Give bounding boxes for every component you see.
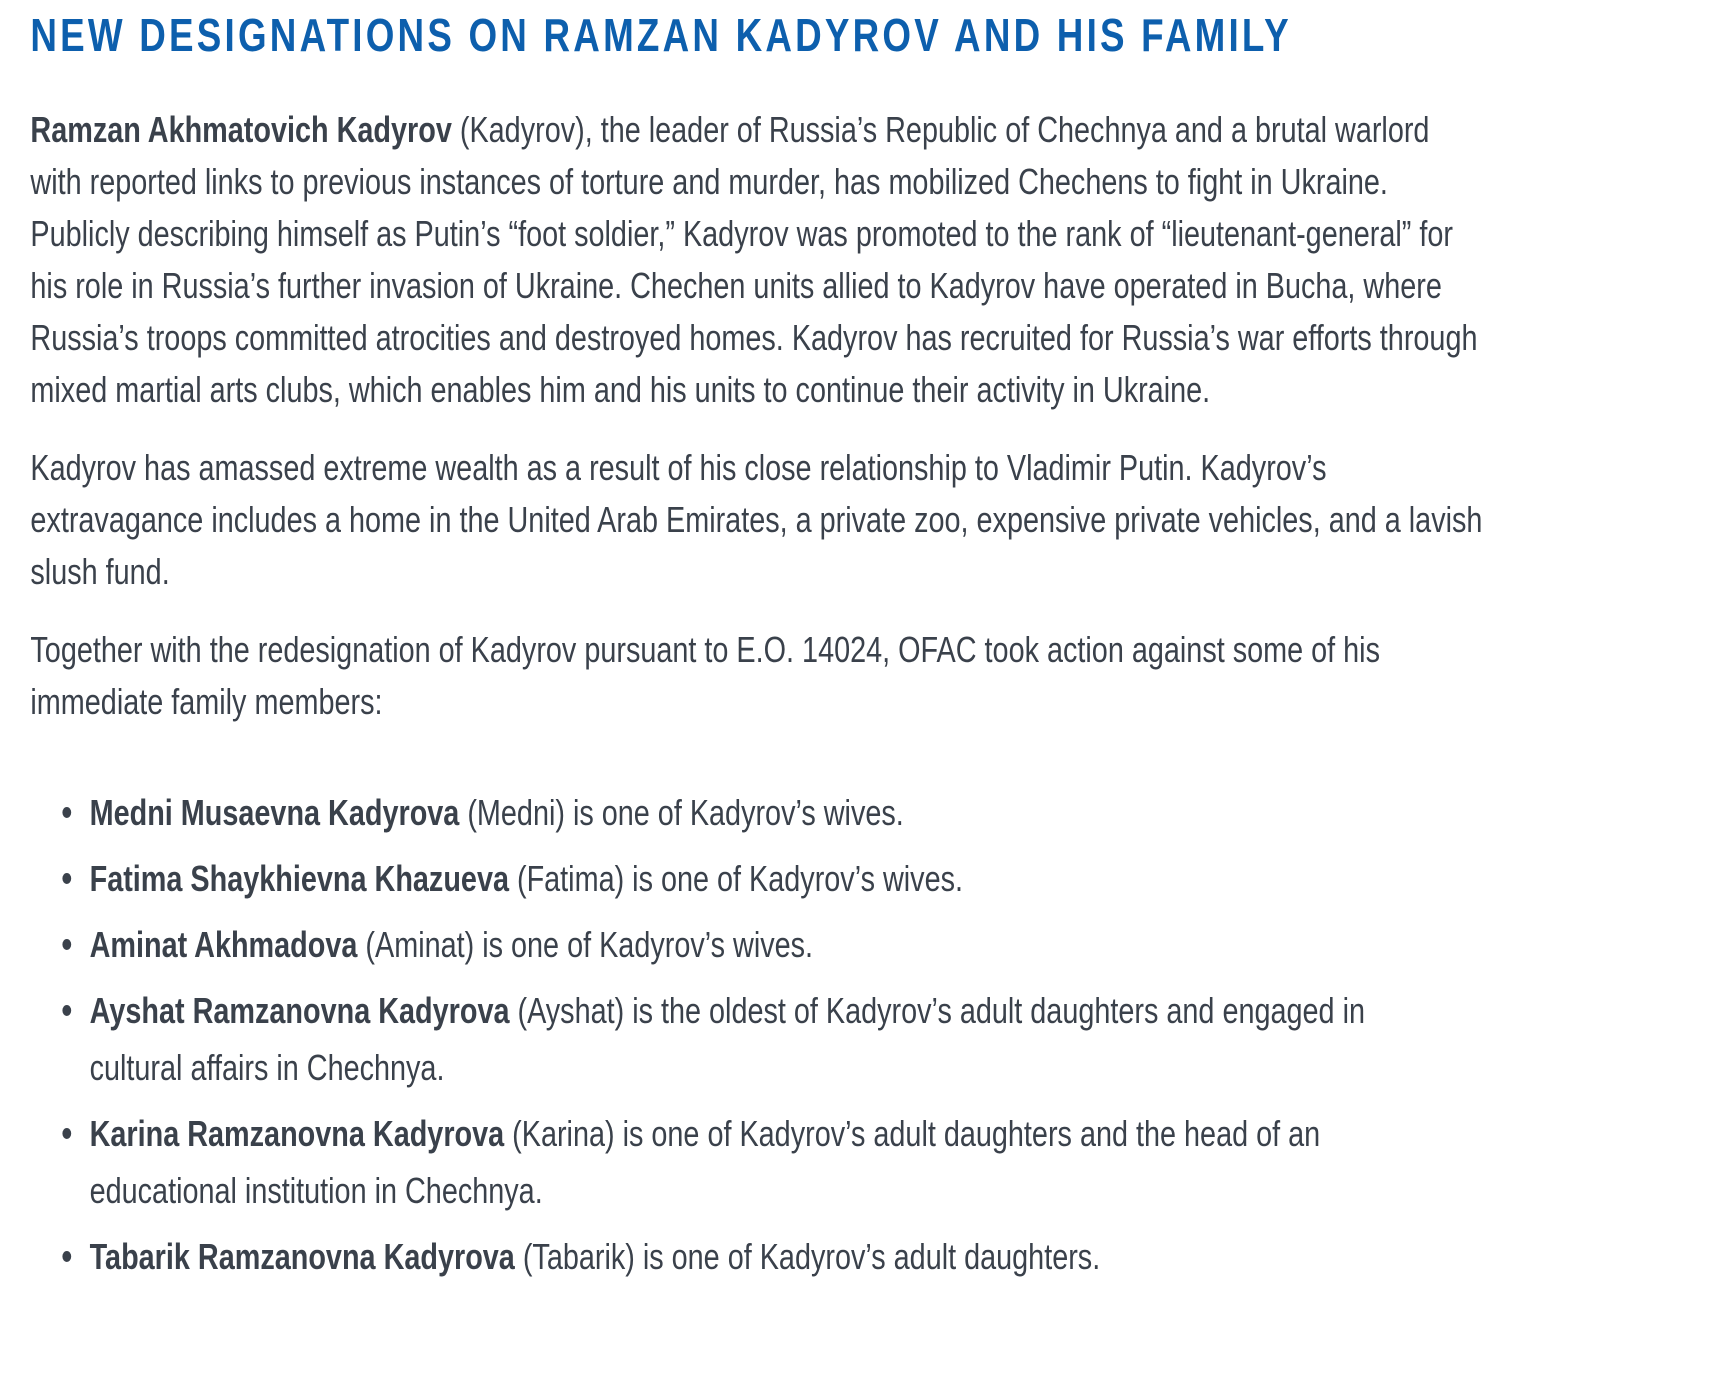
paragraph-text: (Kadyrov), the leader of Russia’s Republic of Chechnya and a brutal warlord with reported links to previous instances of torture and murder, has mobilized Chechens to fight in Ukraine. Publicly describing himself as Putin’s “foot soldier,” Kadyrov was promoted to the rank of “lieutenant-general” for his role in Russia’s further invasion of Ukraine. Chechen units allied to Kadyrov have operated in Bucha, where Russia’s troops committed atrocities and destroyed homes. Kadyrov has recruited for Russia’s war efforts through mixed martial arts clubs, which enables him and his units to continue their activity in Ukraine. <box>30 109 1478 411</box>
family-member-description: (Karina) is one of Kadyrov’s adult daughters and the head of an educational institution in Chechnya. <box>89 1113 1321 1212</box>
family-member-name: Ayshat Ramzanovna Kadyrova <box>89 990 510 1032</box>
family-member-description: (Tabarik) is one of Kadyrov’s adult daughters. <box>514 1236 1101 1278</box>
family-member-description: (Medni) is one of Kadyrov’s wives. <box>459 792 904 834</box>
family-member-description: (Ayshat) is the oldest of Kadyrov’s adult daughters and engaged in cultural affairs in Chechnya. <box>89 990 1365 1089</box>
family-member-name: Tabarik Ramzanovna Kadyrova <box>89 1236 515 1278</box>
family-member-name: Karina Ramzanovna Kadyrova <box>89 1113 505 1155</box>
family-member-name: Fatima Shaykhievna Khazueva <box>89 858 509 900</box>
paragraph-text: Kadyrov has amassed extreme wealth as a result of his close relationship to Vladimir Putin. Kadyrov’s extravagance includes a home in the United Arab Emirates, a private zoo, expensive private vehicles, and a lavish slush fund. <box>30 447 1483 593</box>
family-members-list <box>30 784 1488 1285</box>
paragraph <box>30 624 1488 728</box>
family-member-description: (Aminat) is one of Kadyrov’s wives. <box>357 924 814 966</box>
section-heading: NEW DESIGNATIONS ON RAMZAN KADYROV AND HIS FAMILY <box>30 9 1292 61</box>
section-paragraphs <box>30 104 1488 728</box>
family-member-item <box>62 1228 1422 1285</box>
family-member-item <box>62 850 1422 907</box>
family-member-name: Medni Musaevna Kadyrova <box>89 792 460 834</box>
family-member-item <box>62 916 1422 973</box>
designee-name-bold: Ramzan Akhmatovich Kadyrov <box>30 109 452 151</box>
paragraph-text: Together with the redesignation of Kadyrov pursuant to E.O. 14024, OFAC took action against some of his immediate family members: <box>30 629 1380 723</box>
family-member-item <box>62 1105 1422 1219</box>
paragraph <box>30 442 1488 598</box>
family-member-item <box>62 982 1422 1096</box>
family-member-item <box>62 784 1422 841</box>
family-member-name: Aminat Akhmadova <box>89 924 358 966</box>
family-member-description: (Fatima) is one of Kadyrov’s wives. <box>508 858 963 900</box>
paragraph <box>30 104 1488 416</box>
